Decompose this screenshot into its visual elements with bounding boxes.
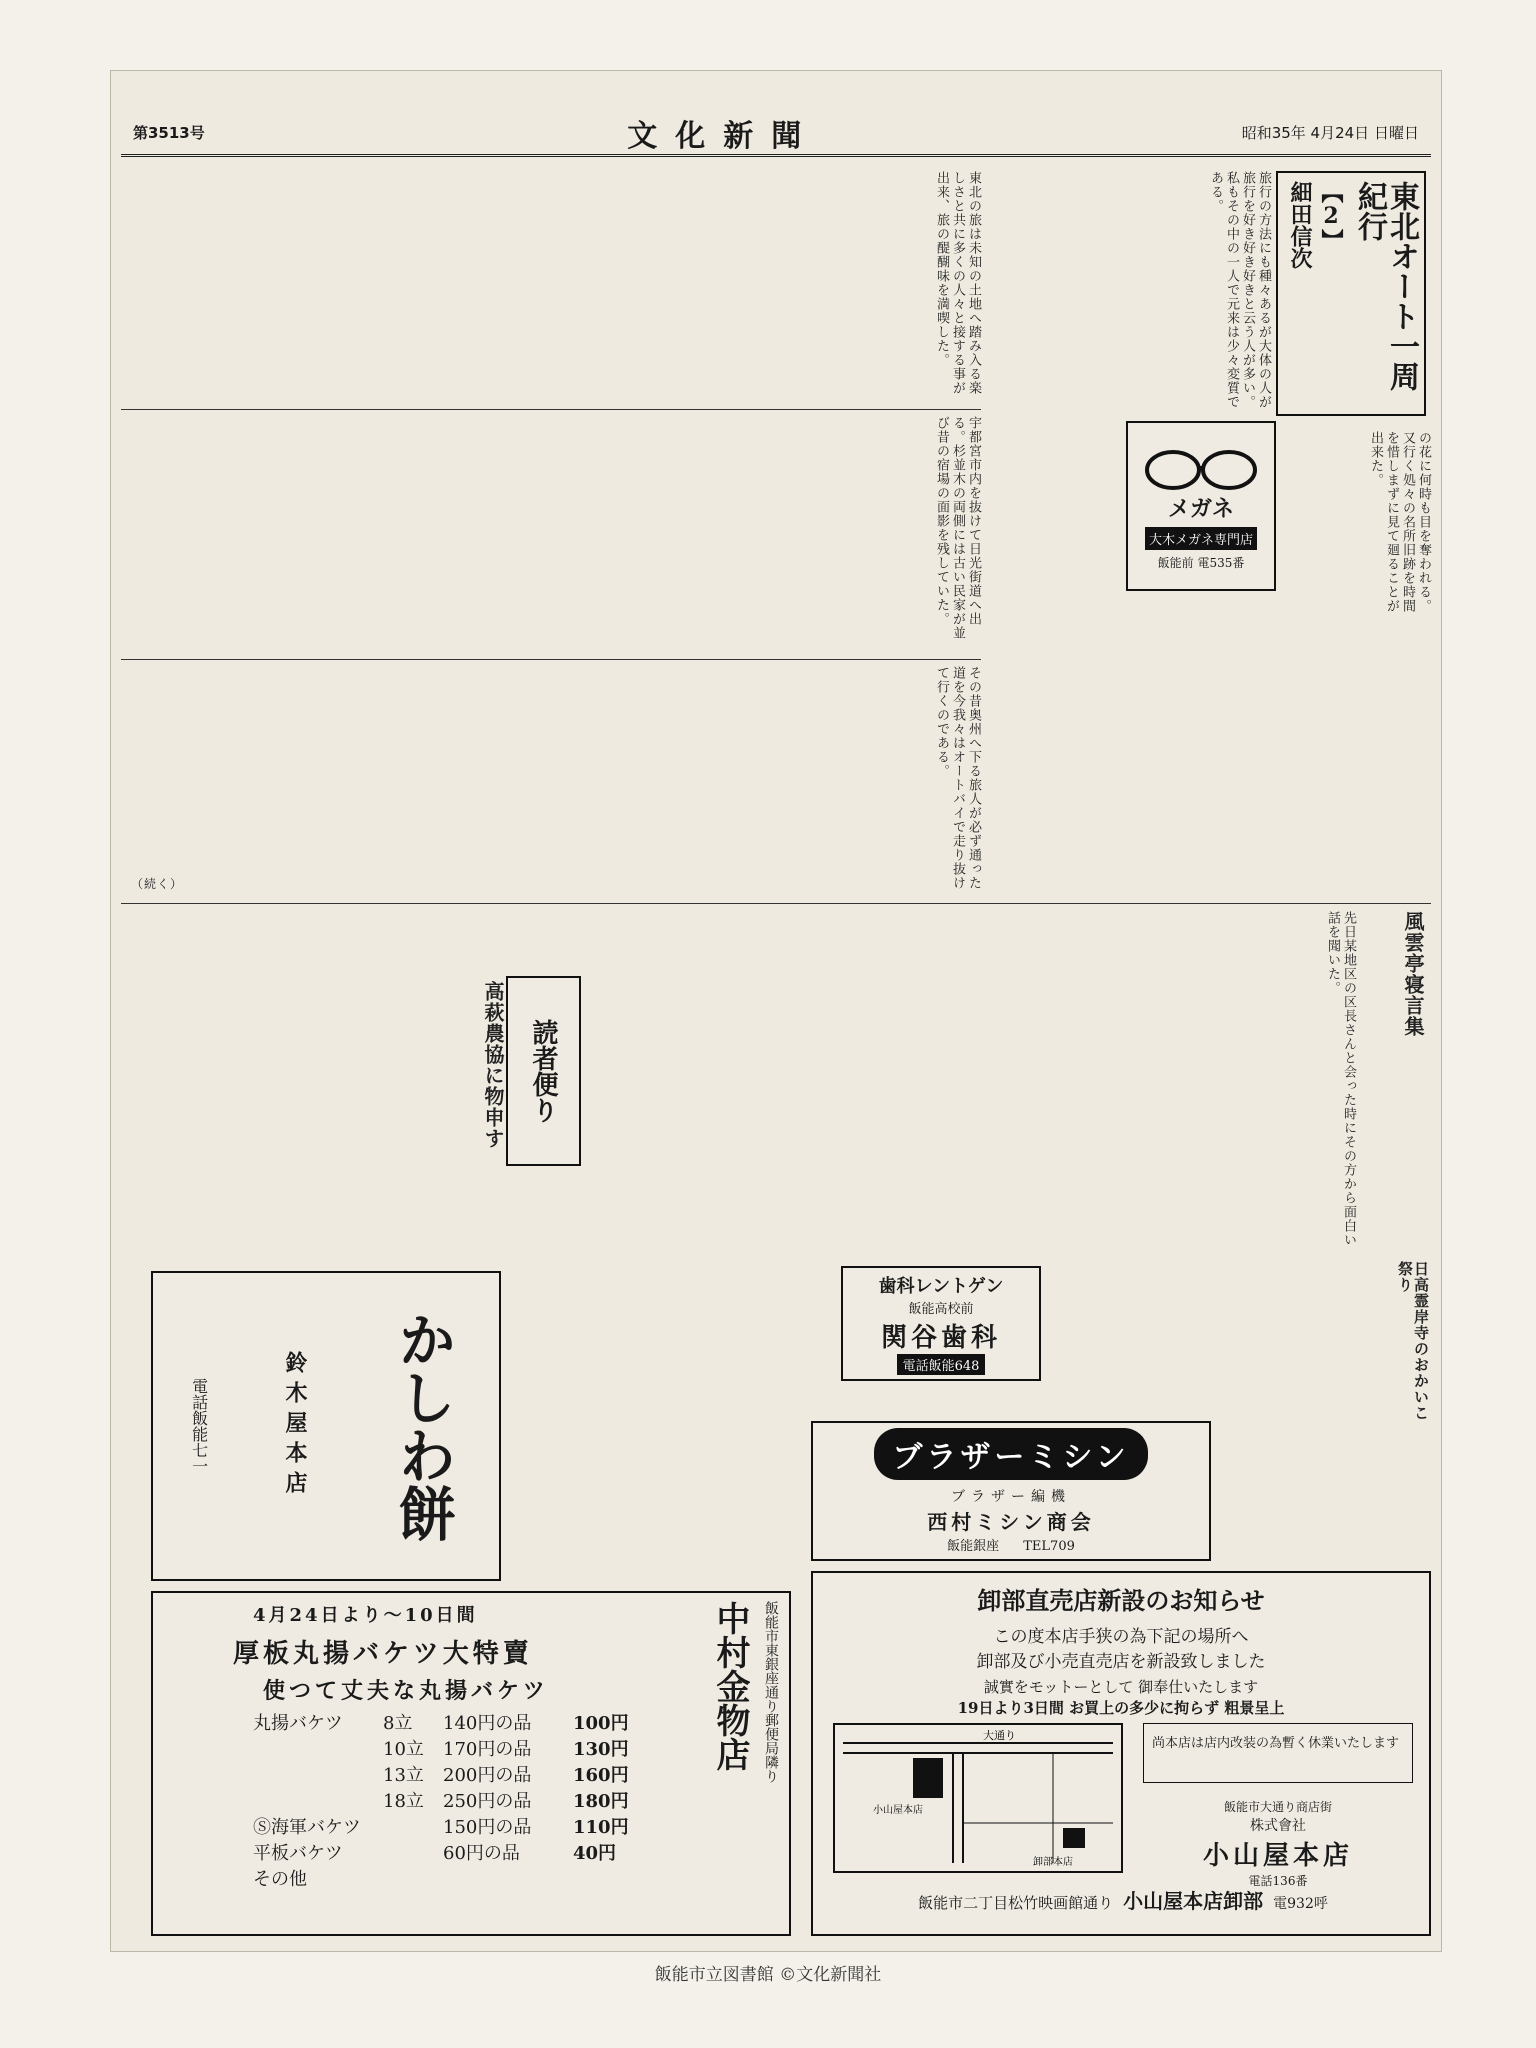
letters-title-box [506, 976, 581, 1166]
wholesale-branch-addr: 飯能市二丁目松竹映画館通り [918, 1894, 1114, 1912]
letters-heading: 高萩農協に物申す [481, 981, 505, 1149]
bucket-subtitle: 使つて丈夫な丸揚バケツ [263, 1678, 549, 1704]
map-label-road: 大通り [983, 1729, 1016, 1742]
wholesale-ad [811, 1571, 1431, 1936]
issue-weekday: 日曜日 [1373, 124, 1419, 142]
bucket-name: 丸揚バケツ [253, 1713, 343, 1734]
article-title-box [1276, 171, 1426, 416]
article-author: 細田信次 [1287, 181, 1313, 269]
column3-title: 日高霊岸寺のおかいこ祭り [1396, 1261, 1430, 1421]
kashiwa-shop: 鈴木屋本店 [281, 1351, 308, 1501]
bucket-title: 厚板丸揚バケツ大特賣 [233, 1639, 533, 1669]
wholesale-company-type: 株式會社 [1250, 1818, 1306, 1834]
masthead: 文化新聞 [627, 118, 820, 154]
wholesale-company-addr: 飯能市大通り商店街 [1223, 1800, 1332, 1814]
bucket-size: 18立 [383, 1791, 424, 1812]
sewing-address: 飯能銀座 [947, 1539, 1000, 1554]
wholesale-notice: 尚本店は店内改装の為暫く休業いたします [1143, 1723, 1413, 1783]
bucket-price: 130円 [573, 1739, 629, 1760]
bucket-name: Ⓢ海軍バケツ [253, 1817, 361, 1838]
dentist-location: 飯能高校前 [908, 1302, 974, 1317]
megane-address: 飯能前 [1157, 555, 1194, 570]
article-title: 東北オート一周紀行 [1352, 181, 1419, 391]
bucket-shop: 中村金物店 [710, 1601, 750, 1771]
divider [121, 409, 981, 410]
wholesale-company-tel: 電話136番 [1248, 1874, 1308, 1888]
wholesale-map [833, 1723, 1123, 1873]
bucket-name [253, 1737, 383, 1763]
bucket-size: 8立 [383, 1713, 413, 1734]
bucket-orig: 60円の品 [443, 1843, 520, 1864]
bucket-price: 100円 [573, 1713, 629, 1734]
wholesale-line2: 卸部及び小売直売店を新設致しました [976, 1652, 1266, 1672]
wholesale-branch: 小山屋本店卸部 [1123, 1889, 1264, 1913]
bucket-orig: 150円の品 [443, 1817, 532, 1838]
wholesale-line4: 19日より3日間 お買上の多少に拘らず 粗景呈上 [957, 1699, 1285, 1717]
bucket-size [383, 1867, 443, 1893]
article-body-col-2: の花に何時も目を奪われる。又行く処々の名所旧跡を時間を惜しまずに見て廻ることが出来た。 [1368, 431, 1431, 613]
dentist-label: 歯科レントゲン [878, 1276, 1004, 1297]
sewing-brand: ブラザーミシン [874, 1428, 1147, 1480]
bucket-name: 平板バケツ [253, 1843, 343, 1864]
article-body-col-5: その昔奥州へ下る旅人が必ず通った道を今我々はオートバイで走り抜けて行くのである。 [934, 666, 981, 890]
issue-date: 昭和35年 4月24日 [1241, 124, 1370, 142]
kashiwa-ad [151, 1271, 501, 1581]
page-footer: 飯能市立図書館 ©文化新聞社 [654, 1965, 882, 1985]
wholesale-line1: この度本店手狭の為下記の場所へ [993, 1627, 1249, 1647]
wholesale-branch-tel: 電932呼 [1273, 1896, 1328, 1912]
glasses-icon [1141, 442, 1261, 492]
bucket-size: 13立 [383, 1765, 424, 1786]
dentist-ad [841, 1266, 1041, 1381]
bucket-price: 40円 [573, 1843, 617, 1864]
megane-tel: 電535番 [1197, 555, 1245, 570]
bucket-size: 10立 [383, 1739, 424, 1760]
sewing-shop: 西村ミシン商会 [927, 1510, 1095, 1534]
article-body-col-1: 旅行の方法にも種々あるが大体の人が旅行を好き好き好きと云う人が多い。私もその中の一人で元来は少々変質である。 [1208, 171, 1271, 409]
bucket-name: その他 [253, 1869, 307, 1890]
bucket-ad [151, 1591, 791, 1936]
wholesale-title: 卸部直売店新設のお知らせ [977, 1586, 1265, 1615]
bucket-price: 110円 [573, 1817, 629, 1838]
divider [121, 903, 1431, 904]
sewing-sub: ブラザー編機 [951, 1489, 1071, 1505]
sewing-tel: TEL709 [1023, 1539, 1075, 1554]
letters-title: 読者便り [528, 1019, 558, 1123]
bucket-shop-addr: 飯能市東銀座通り郵便局隣り [763, 1601, 779, 1783]
kashiwa-tel: 電話飯能七一 [189, 1378, 209, 1474]
column2-title: 風雲亭寝言集 [1401, 911, 1425, 1037]
megane-shop: 大木メガネ専門店 [1145, 527, 1257, 550]
header-date-group [1242, 122, 1419, 143]
bucket-orig: 200円の品 [443, 1765, 532, 1786]
article-body-col-4: 宇都宮市内を抜けて日光街道へ出る。杉並木の両側には古い民家が並び昔の宿場の面影を残していた。 [934, 416, 981, 640]
wholesale-company: 小山屋本店 [1202, 1841, 1353, 1871]
bucket-name [253, 1763, 383, 1789]
dentist-tel: 電話飯能648 [897, 1354, 986, 1375]
article-body-col-3: 東北の旅は未知の土地へ踏み入る楽しさと共に多くの人々と接する事が出来、旅の醍醐味を満喫した。 [934, 171, 981, 395]
bucket-price: 160円 [573, 1765, 629, 1786]
map-label-oroshi: 卸部本店 [1033, 1857, 1073, 1868]
bucket-orig [443, 1867, 573, 1893]
bucket-orig: 250円の品 [443, 1791, 532, 1812]
divider [121, 659, 981, 660]
column2-lead: 先日某地区の区長さんと会った時にその方から面白い話を聞いた。 [1325, 911, 1356, 1247]
bucket-price [573, 1867, 663, 1893]
article-continued: （続く） [131, 877, 184, 891]
map-label-honten: 小山屋本店 [873, 1805, 923, 1816]
wholesale-line3: 誠實をモットーとして 御奉仕いたします [983, 1678, 1259, 1696]
bucket-price: 180円 [573, 1791, 629, 1812]
bucket-size [383, 1841, 443, 1867]
megane-ad [1126, 421, 1276, 591]
kashiwa-product: かしわ餅 [388, 1310, 457, 1542]
bucket-period: 4月24日より〜10日間 [253, 1605, 478, 1626]
page-header [121, 111, 1431, 157]
bucket-size [383, 1815, 443, 1841]
bucket-orig: 140円の品 [443, 1713, 532, 1734]
issue-number: 第3513号 [133, 124, 205, 142]
newspaper-page [110, 70, 1442, 1952]
dentist-name: 関谷歯科 [880, 1323, 1001, 1353]
megane-brand: メガネ [1167, 495, 1234, 522]
sewing-ad [811, 1421, 1211, 1561]
article-part: 【2】 [1318, 181, 1344, 251]
bucket-orig: 170円の品 [443, 1739, 532, 1760]
bucket-name [253, 1789, 383, 1815]
